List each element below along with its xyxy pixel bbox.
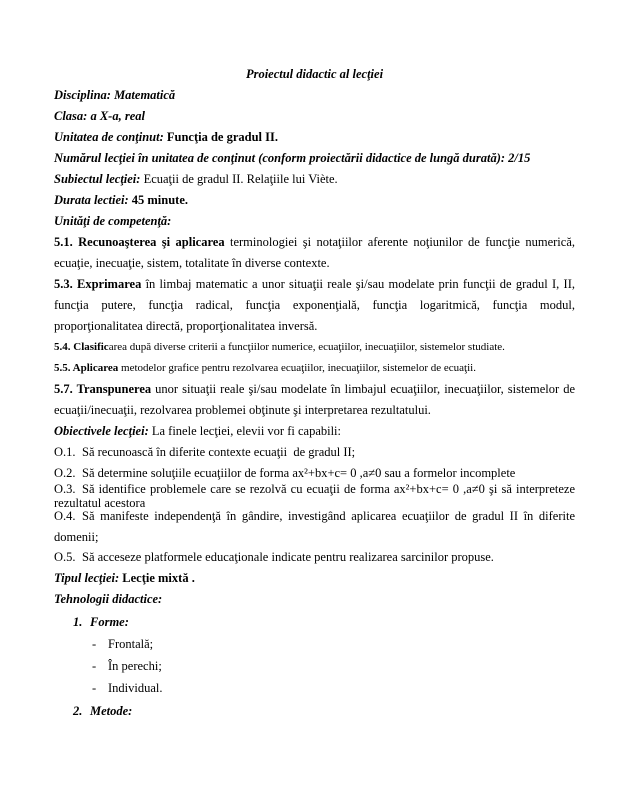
obiective-heading [54, 421, 575, 442]
obiective-heading-rest: La finele lecţiei, elevii vor fi capabili: [148, 424, 342, 438]
durata-label: Durata lectiei: [54, 193, 129, 207]
objective-o4 [54, 506, 575, 548]
line-disciplina [54, 85, 575, 106]
objective-o1 [54, 442, 575, 463]
unitatea-label: Unitatea de conţinut: [54, 130, 164, 144]
tipul-value: Lecţie mixtă . [119, 571, 195, 585]
bullet-item-in-perechi [54, 656, 575, 677]
bullet-item-frontala [54, 634, 575, 655]
competence-5-3 [54, 274, 575, 337]
competence-5-5 [54, 358, 575, 379]
bullet-text-individual: Individual. [108, 681, 163, 695]
list-number-1: 1. [73, 615, 83, 629]
objective-o1-text: Să recunoască în diferite contexte ecuaţii de gradul II; [82, 445, 356, 459]
list-label-forme: Forme: [90, 615, 129, 629]
objective-o4-text: Să manifeste independenţă în gândire, investigând aplicarea ecuaţiilor de gradul II în diferite domenii; [54, 509, 575, 544]
objective-o5-number: O.5. [54, 550, 76, 564]
objective-o2-number: O.2. [54, 466, 76, 480]
page-title [54, 64, 575, 85]
competence-5-7-rest: unor situaţii reale şi/sau modelate în limbajul ecuaţiilor, inecuaţiilor, sistemelor de ecuaţii/inecuaţii, rezolvarea problemei obţinute şi interpretarea rezultatului. [54, 382, 576, 417]
line-subiectul [54, 169, 575, 190]
durata-value: 45 minute. [128, 193, 189, 207]
competence-5-5-rest: metodelor grafice pentru rezolvarea ecuaţiilor, inecuaţiilor, sistemelor de ecuaţii. [118, 362, 476, 374]
tipul-label: Tipul lecţiei: [54, 571, 120, 585]
objective-o5-text: Să acceseze platformele educaţionale indicate pentru realizarea sarcinilor propuse. [82, 550, 494, 564]
page-title-text: Proiectul didactic al lecţiei [245, 67, 384, 81]
competence-5-3-rest: în limbaj matematic a unor situaţii reale şi/sau modelate prin funcţii de gradul I, II, funcţia putere, funcţia radical, funcţia exponenţială, funcţia logaritmică, funcţia modul, proporţionalitatea directă, proporţionalitatea inversă. [54, 277, 575, 333]
objective-o2 [54, 463, 575, 484]
objective-o3-number: O.3. [54, 482, 76, 496]
line-clasa [54, 106, 575, 127]
objective-o2-text: Să determine soluţiile ecuaţiilor de forma ax²+bx+c= 0 ,a≠0 sau a formelor incomplete [82, 466, 516, 480]
competence-5-1 [54, 232, 575, 274]
line-unitatea [54, 127, 575, 148]
competence-5-7-lead: 5.7. Transpunerea [54, 382, 152, 396]
tehnologii-heading-text: Tehnologii didactice: [54, 592, 163, 606]
competence-5-4-rest: area după diverse criterii a funcţiilor numerice, ecuaţiilor, inecuaţiilor, sistemelor studiate. [108, 341, 505, 353]
competence-5-5-lead: 5.5. Aplicarea [54, 362, 119, 374]
obiective-heading-label: Obiectivele lecţiei: [54, 424, 149, 438]
list-label-metode: Metode: [90, 704, 133, 718]
numarul-text: Numărul lecţiei în unitatea de conţinut (conform proiectării didactice de lungă durată): 2/15 [54, 151, 531, 165]
competence-5-1-lead: 5.1. Recunoaşterea şi aplicarea [54, 235, 225, 249]
line-numarul [54, 148, 575, 169]
competence-5-4 [54, 337, 575, 358]
objective-o1-number: O.1. [54, 445, 76, 459]
clasa-text: Clasa: a X-a, real [54, 109, 145, 123]
line-durata [54, 190, 575, 211]
list-item-metode [54, 701, 575, 722]
bullet-item-individual [54, 678, 575, 699]
disciplina-text: Disciplina: Matematică [54, 88, 176, 102]
subiectul-label: Subiectul lecţiei: [54, 172, 141, 186]
competente-heading-text: Unităţi de competenţă: [54, 214, 172, 228]
bullet-dash-icon: - [92, 659, 97, 673]
competence-5-7 [54, 379, 575, 421]
objective-o3-text: Să identifice problemele care se rezolvă cu ecuaţii de forma ax²+bx+c= 0 ,a≠0 şi să interpreteze rezultatul acestora [54, 482, 575, 510]
tehnologii-heading [54, 589, 575, 610]
unitatea-value: Funcţia de gradul II. [163, 130, 278, 144]
list-item-forme [54, 612, 575, 633]
competence-5-4-lead: 5.4. Clasific [54, 341, 109, 353]
competente-heading [54, 211, 575, 232]
line-tipul [54, 568, 575, 589]
subiectul-value: Ecuaţii de gradul II. Relaţiile lui Viète. [140, 172, 338, 186]
bullet-text-frontala: Frontală; [108, 637, 154, 651]
objective-o4-number: O.4. [54, 509, 76, 523]
objective-o5 [54, 547, 575, 568]
list-number-2: 2. [73, 704, 83, 718]
bullet-dash-icon: - [92, 681, 97, 695]
competence-5-1-rest: terminologiei şi notaţiilor aferente noţiunilor de funcţie numerică, ecuaţie, inecuaţie, sistem, totalitate în diverse contexte. [54, 235, 575, 270]
bullet-text-in-perechi: În perechi; [108, 659, 162, 673]
bullet-dash-icon: - [92, 637, 97, 651]
competence-5-3-lead: 5.3. Exprimarea [54, 277, 142, 291]
